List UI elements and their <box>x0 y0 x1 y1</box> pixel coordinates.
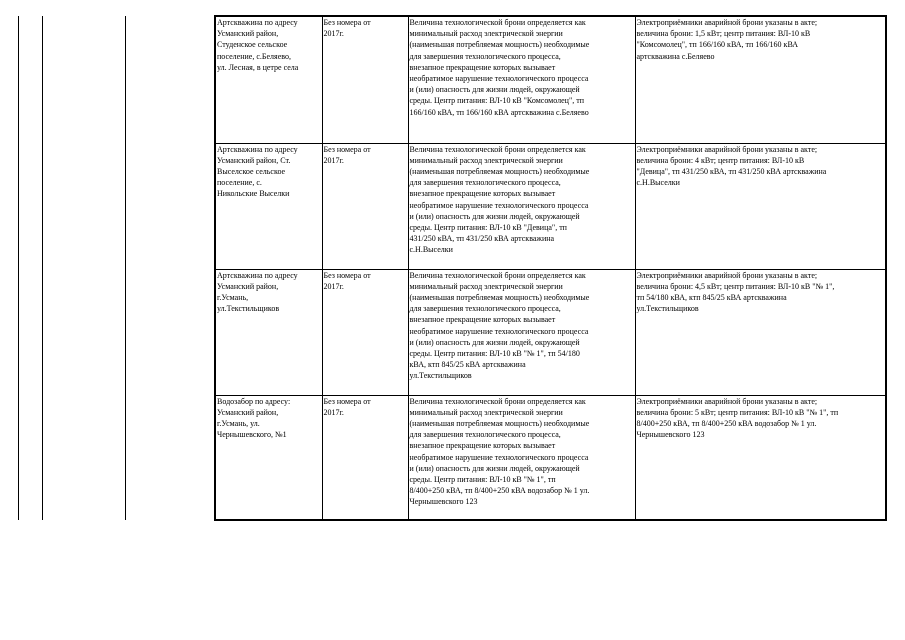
act-number-cell: Без номера от 2017г. <box>322 16 408 143</box>
reserve-description-cell: Величина технологической брони определяется как минимальный расход электрической энергии (наименьшая потребляемая мощность) необходимые для завершения технологического процесса, внезапное прекращение которых вызывает необратимое нарушение технологического процесса и (или) опасность для жизни людей, окружающей среды. Центр питания: ВЛ-10 кВ "Комсомолец", тп 166/160 кВА, тп 166/160 кВА артскважина с.Беляево <box>408 16 635 143</box>
emergency-receivers-cell: Электроприёмники аварийной брони указаны в акте; величина брони: 5 кВт; центр питания: ВЛ-10 кВ "№ 1", тп 8/400+250 кВА, тп 8/400+250 кВА водозабор № 1 ул. Чернышевского 123 <box>635 395 886 520</box>
table-row <box>215 16 886 143</box>
emergency-receivers-cell: Электроприёмники аварийной брони указаны в акте; величина брони: 4 кВт; центр питания: ВЛ-10 кВ "Девица", тп 431/250 кВА, тп 431/250 кВА артскважина с.Н.Выселки <box>635 143 886 269</box>
table-row <box>215 395 886 520</box>
object-address-cell: Артскважина по адресу Усманский район, Студенское сельское поселение, с.Беляево, ул. Лесная, в цетре села <box>215 16 322 143</box>
left-border-line-1 <box>18 16 19 520</box>
object-address-cell: Артскважина по адресу Усманский район, Ст. Выселское сельское поселение, с. Никольские Выселки <box>215 143 322 269</box>
emergency-receivers-cell: Электроприёмники аварийной брони указаны в акте; величина брони: 4,5 кВт; центр питания: ВЛ-10 кВ "№ 1", тп 54/180 кВА, ктп 845/25 кВА артскважина ул.Текстильщиков <box>635 269 886 395</box>
left-border-line-3 <box>125 16 126 520</box>
object-address-cell: Артскважина по адресу Усманский район, г.Усмань, ул.Текстильщиков <box>215 269 322 395</box>
table-row <box>215 143 886 269</box>
act-number-cell: Без номера от 2017г. <box>322 269 408 395</box>
act-number-cell: Без номера от 2017г. <box>322 143 408 269</box>
emergency-receivers-cell: Электроприёмники аварийной брони указаны в акте; величина брони: 1,5 кВт; центр питания: ВЛ-10 кВ "Комсомолец", тп 166/160 кВА, тп 166/160 кВА артскважина с.Беляево <box>635 16 886 143</box>
object-address-cell: Водозабор по адресу: Усманский район, г.Усмань, ул. Чернышевского, №1 <box>215 395 322 520</box>
table-row <box>215 269 886 395</box>
reservation-table <box>214 15 887 521</box>
reserve-description-cell: Величина технологической брони определяется как минимальный расход электрической энергии (наименьшая потребляемая мощность) необходимые для завершения технологического процесса, внезапное прекращение которых вызывает необратимое нарушение технологического процесса и (или) опасность для жизни людей, окружающей среды. Центр питания: ВЛ-10 кВ "Девица", тп 431/250 кВА, тп 431/250 кВА артскважина с.Н.Выселки <box>408 143 635 269</box>
reserve-description-cell: Величина технологической брони определяется как минимальный расход электрической энергии (наименьшая потребляемая мощность) необходимые для завершения технологического процесса, внезапное прекращение которых вызывает необратимое нарушение технологического процесса и (или) опасность для жизни людей, окружающей среды. Центр питания: ВЛ-10 кВ "№ 1", тп 8/400+250 кВА, тп 8/400+250 кВА водозабор № 1 ул. Чернышевского 123 <box>408 395 635 520</box>
left-border-line-2 <box>42 16 43 520</box>
reserve-description-cell: Величина технологической брони определяется как минимальный расход электрической энергии (наименьшая потребляемая мощность) необходимые для завершения технологического процесса, внезапное прекращение которых вызывает необратимое нарушение технологического процесса и (или) опасность для жизни людей, окружающей среды. Центр питания: ВЛ-10 кВ "№ 1", тп 54/180 кВА, ктп 845/25 кВА артскважина ул.Текстильщиков <box>408 269 635 395</box>
act-number-cell: Без номера от 2017г. <box>322 395 408 520</box>
